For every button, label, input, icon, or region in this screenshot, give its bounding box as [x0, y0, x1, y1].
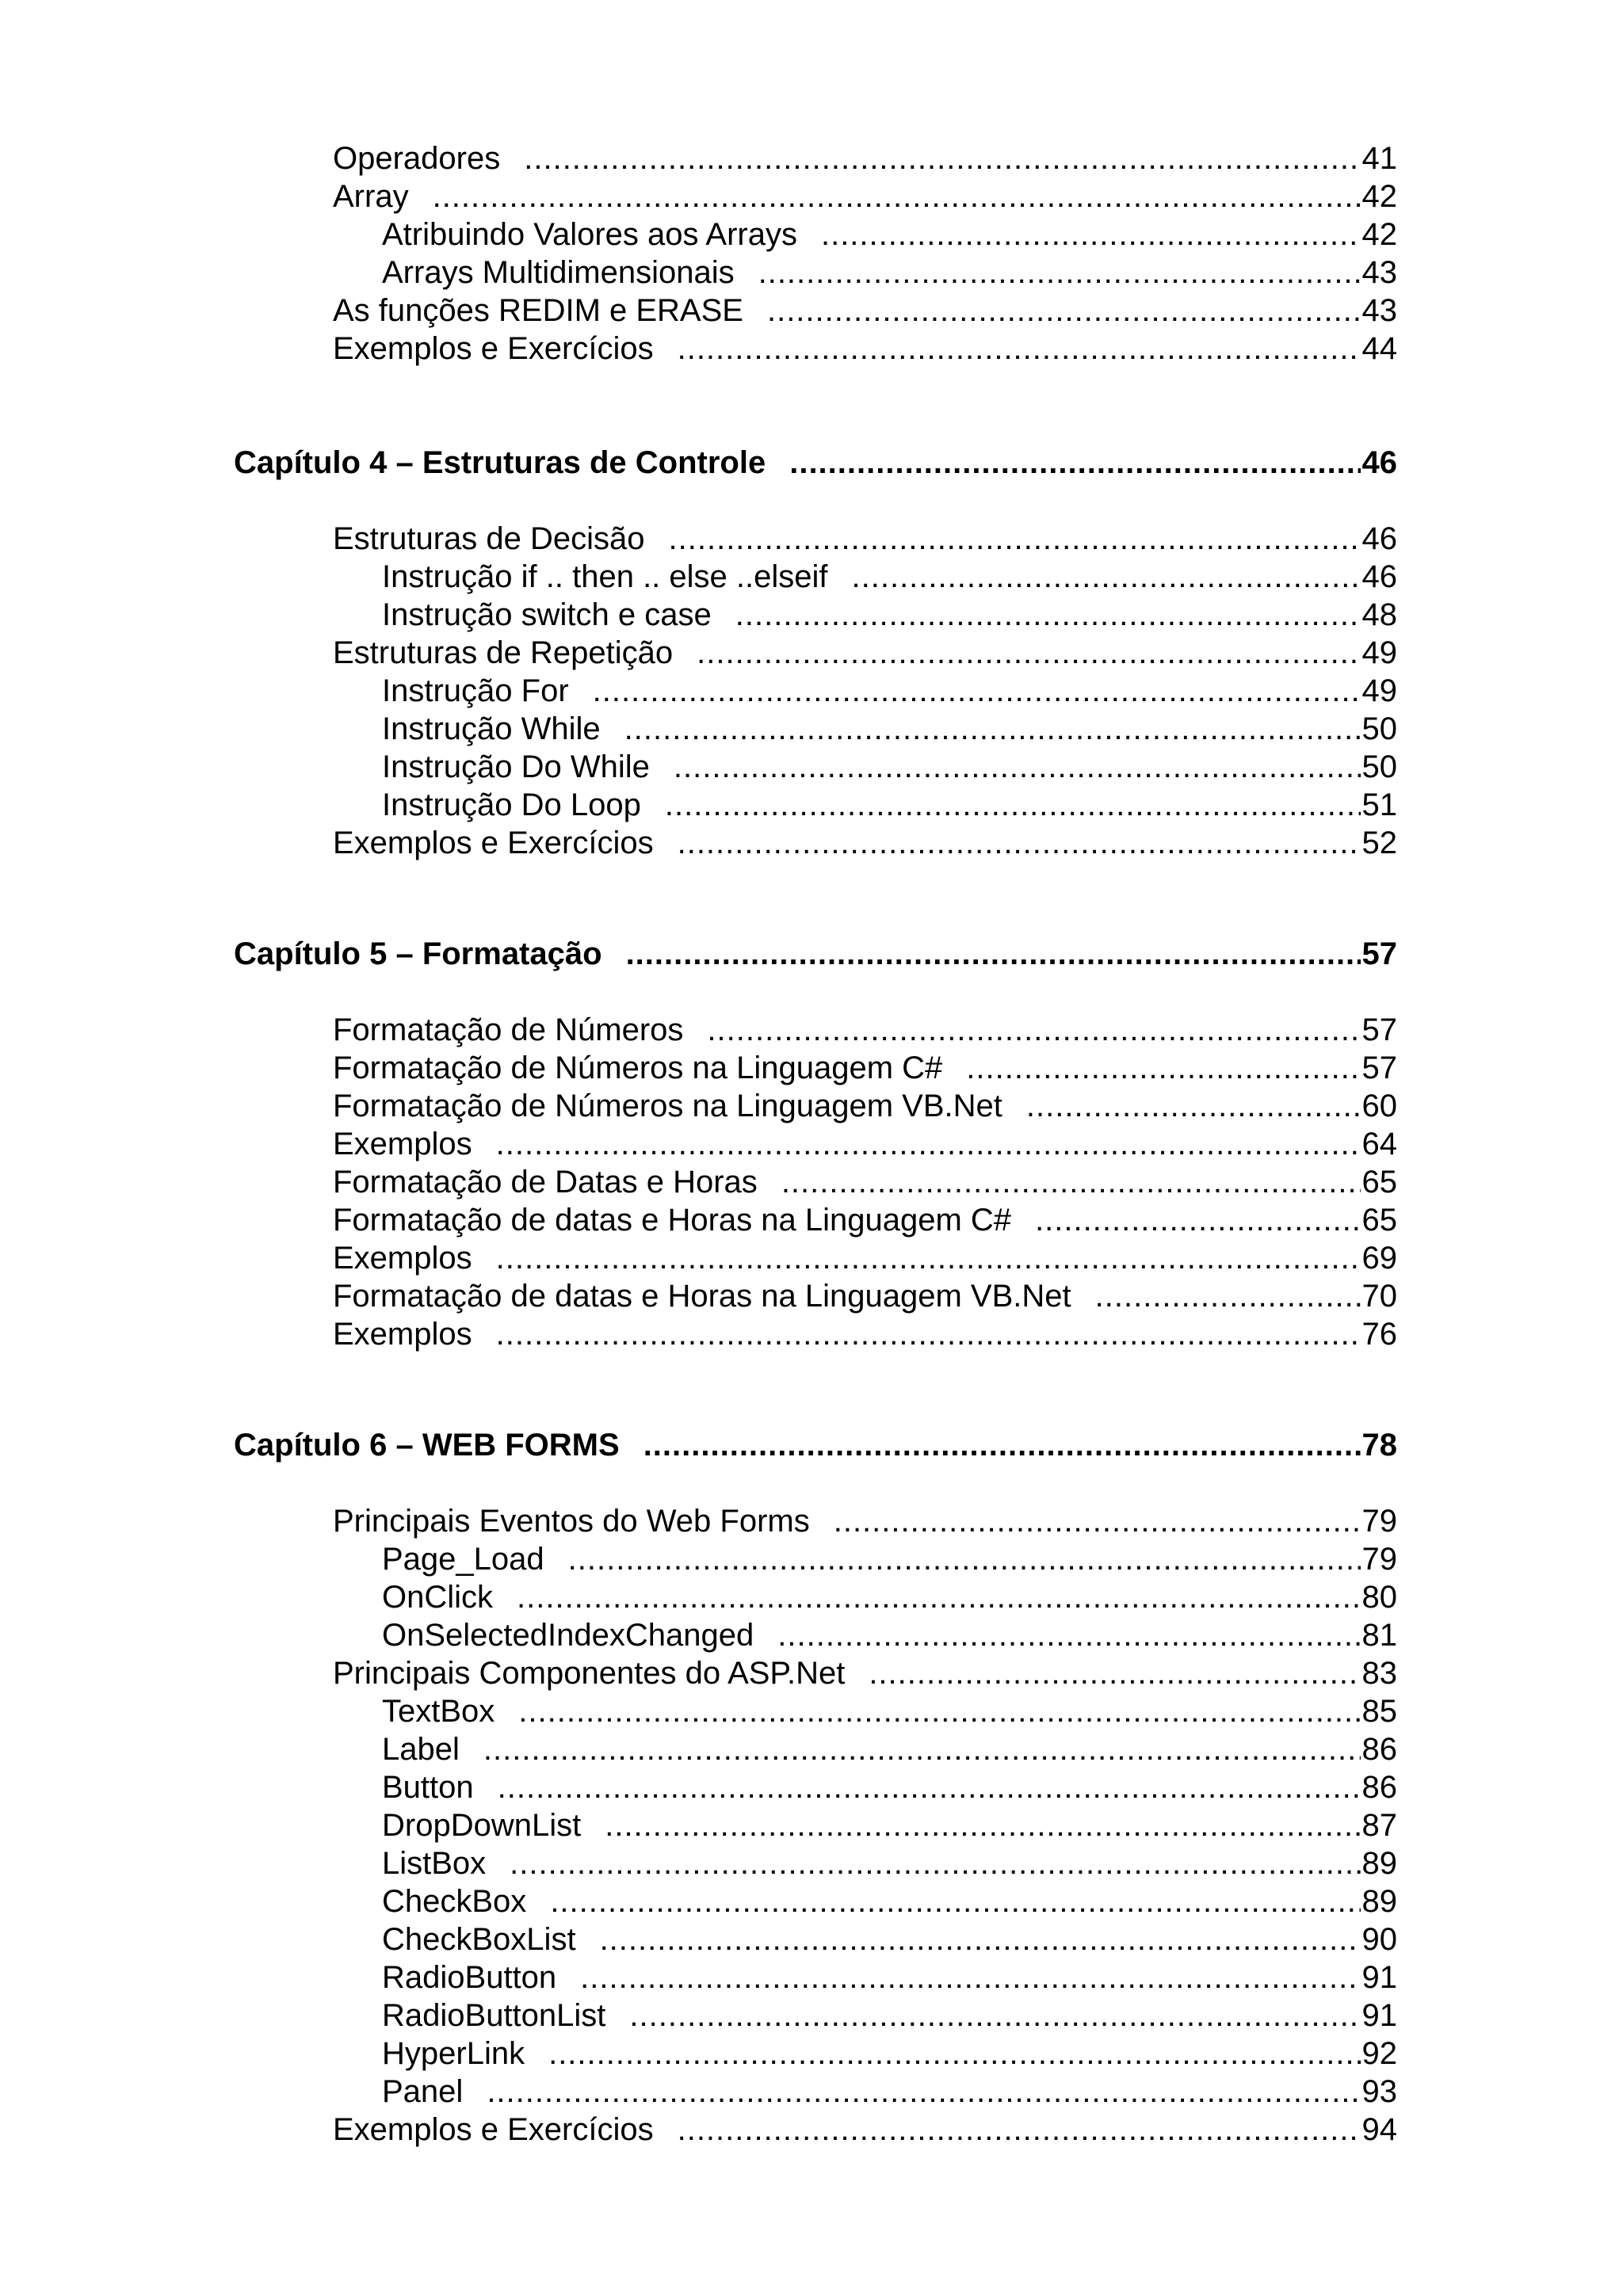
- toc-entry: [333, 1654, 1397, 1692]
- toc-entry-page: 43: [1361, 255, 1397, 290]
- toc-entry: [333, 1163, 1397, 1201]
- toc-entry-page: 50: [1361, 749, 1397, 784]
- toc-entry: [382, 710, 1397, 748]
- toc-entry: [333, 1277, 1397, 1315]
- dot-leader: [487, 2073, 1360, 2111]
- chapter-heading: [234, 1426, 1397, 1464]
- dot-leader: [707, 1011, 1360, 1049]
- toc-entry-page: 57: [1361, 1051, 1397, 1085]
- dot-leader: [869, 1654, 1360, 1692]
- toc-entry-page: 91: [1361, 1960, 1397, 1995]
- dot-leader: [600, 1920, 1361, 1958]
- toc-entry: [382, 1692, 1397, 1730]
- toc-entry-title: Label: [382, 1732, 460, 1767]
- toc-entry-title: RadioButtonList: [382, 1998, 606, 2033]
- toc-entry-page: 49: [1361, 635, 1397, 670]
- toc-entry-title: Exemplos: [333, 1317, 472, 1352]
- dot-leader: [789, 444, 1360, 482]
- toc-entry: [382, 2073, 1397, 2111]
- dot-leader: [834, 1502, 1361, 1540]
- chapter-page: 57: [1361, 936, 1397, 971]
- dot-leader: [767, 292, 1361, 330]
- toc-entry: [382, 1578, 1397, 1616]
- toc-entry-title: Operadores: [333, 141, 501, 176]
- toc-entry-page: 91: [1361, 1998, 1397, 2033]
- toc-entry-title: Exemplos: [333, 1127, 472, 1161]
- toc-entry-title: Principais Eventos do Web Forms: [333, 1504, 810, 1539]
- dot-leader: [510, 1844, 1360, 1882]
- dot-leader: [496, 1125, 1361, 1163]
- toc-entry-page: 46: [1361, 559, 1397, 594]
- toc-entry-title: Exemplos e Exercícios: [333, 826, 654, 860]
- toc-entry-page: 42: [1361, 217, 1397, 252]
- toc-entry: [382, 596, 1397, 634]
- toc-entry-page: 43: [1361, 293, 1397, 328]
- toc-entry-page: 94: [1361, 2112, 1397, 2147]
- dot-leader: [697, 634, 1360, 672]
- toc-entry: [333, 330, 1397, 368]
- dot-leader: [669, 520, 1361, 558]
- dot-leader: [735, 596, 1361, 634]
- toc-entry-page: 70: [1361, 1279, 1397, 1314]
- toc-entry-page: 85: [1361, 1694, 1397, 1729]
- toc-entry-title: Principais Componentes do ASP.Net: [333, 1656, 846, 1691]
- dot-leader: [626, 935, 1361, 973]
- toc-entry-page: 89: [1361, 1846, 1397, 1881]
- toc-entry-title: Instrução switch e case: [382, 597, 712, 632]
- toc-entry-title: Instrução Do While: [382, 749, 650, 784]
- toc-entry-page: 81: [1361, 1618, 1397, 1653]
- dot-leader: [524, 139, 1360, 177]
- dot-leader: [518, 1692, 1360, 1730]
- toc-entry-title: OnSelectedIndexChanged: [382, 1618, 754, 1653]
- toc-entry: [382, 254, 1397, 292]
- toc-entry: [333, 634, 1397, 672]
- toc-entry-title: Instrução For: [382, 673, 569, 708]
- toc-entry: [333, 1239, 1397, 1277]
- dot-leader: [624, 710, 1361, 748]
- dot-leader: [821, 215, 1361, 254]
- toc-entry-page: 69: [1361, 1241, 1397, 1276]
- chapter-title: Capítulo 5 – Formatação: [234, 936, 602, 971]
- toc-entry-title: ListBox: [382, 1846, 487, 1881]
- toc-entry-page: 65: [1361, 1203, 1397, 1238]
- chapter-heading: [234, 935, 1397, 973]
- dot-leader: [483, 1730, 1361, 1768]
- dot-leader: [777, 1616, 1360, 1654]
- toc-entry-page: 57: [1361, 1013, 1397, 1047]
- toc-entry: [333, 2111, 1397, 2149]
- dot-leader: [629, 1997, 1360, 2035]
- dot-leader: [498, 1768, 1361, 1806]
- toc-entry-page: 93: [1361, 2074, 1397, 2109]
- toc-entry: [333, 1049, 1397, 1087]
- toc-entry-page: 79: [1361, 1504, 1397, 1539]
- dot-leader: [496, 1315, 1361, 1353]
- dot-leader: [580, 1958, 1360, 1997]
- toc-entry: [382, 1616, 1397, 1654]
- toc-entry-page: 49: [1361, 673, 1397, 708]
- toc-entry: [382, 558, 1397, 596]
- toc-entry-title: Estruturas de Repetição: [333, 635, 674, 670]
- toc-entry-page: 83: [1361, 1656, 1397, 1691]
- toc-entry-page: 79: [1361, 1542, 1397, 1577]
- toc-entry-title: Instrução While: [382, 711, 601, 746]
- dot-leader: [605, 1806, 1360, 1844]
- dot-leader: [550, 1882, 1360, 1920]
- toc-entry-title: Formatação de Números: [333, 1013, 684, 1047]
- toc-entry-title: Panel: [382, 2074, 464, 2109]
- toc-entry-title: Formatação de Números na Linguagem C#: [333, 1051, 943, 1085]
- toc-entry-page: 86: [1361, 1732, 1397, 1767]
- toc-entry: [382, 672, 1397, 710]
- toc-entry-page: 48: [1361, 597, 1397, 632]
- dot-leader: [674, 748, 1361, 786]
- dot-leader: [678, 824, 1361, 862]
- toc-entry: [382, 215, 1397, 254]
- toc-entry: [382, 1540, 1397, 1578]
- toc-entry-title: RadioButton: [382, 1960, 557, 1995]
- toc-entry: [382, 1997, 1397, 2035]
- toc-entry-title: Formatação de Datas e Horas: [333, 1165, 758, 1199]
- toc-entry-title: Instrução Do Loop: [382, 788, 641, 822]
- toc-entry-title: Atribuindo Valores aos Arrays: [382, 217, 797, 252]
- toc-entry: [333, 177, 1397, 215]
- toc-entry-page: 80: [1361, 1580, 1397, 1615]
- dot-leader: [496, 1239, 1361, 1277]
- chapter-page: 46: [1361, 445, 1397, 480]
- toc-entry-title: Instrução if .. then .. else ..elseif: [382, 559, 828, 594]
- toc-entry: [333, 292, 1397, 330]
- chapter-title: Capítulo 6 – WEB FORMS: [234, 1428, 620, 1463]
- toc-entry: [382, 1806, 1397, 1844]
- toc-entry-title: Exemplos e Exercícios: [333, 331, 654, 366]
- toc-entry-title: Estruturas de Decisão: [333, 521, 645, 556]
- toc-entry: [333, 1315, 1397, 1353]
- toc-entry: [382, 1730, 1397, 1768]
- toc-entry-page: 42: [1361, 179, 1397, 214]
- dot-leader: [643, 1426, 1361, 1464]
- toc-entry-page: 60: [1361, 1089, 1397, 1123]
- toc-entry-title: Formatação de Números na Linguagem VB.Net: [333, 1089, 1002, 1123]
- toc-entry-title: Page_Load: [382, 1542, 544, 1577]
- toc-entry: [333, 1502, 1397, 1540]
- dot-leader: [678, 330, 1361, 368]
- toc-entry-title: Formatação de datas e Horas na Linguagem VB.Net: [333, 1279, 1071, 1314]
- toc-entry-title: Arrays Multidimensionais: [382, 255, 735, 290]
- toc-entry: [333, 1087, 1397, 1125]
- toc-entry-page: 92: [1361, 2036, 1397, 2071]
- dot-leader: [548, 2035, 1360, 2073]
- toc-entry-title: TextBox: [382, 1694, 495, 1729]
- toc-entry: [382, 748, 1397, 786]
- chapter-heading: [234, 444, 1397, 482]
- dot-leader: [593, 672, 1361, 710]
- toc-entry: [382, 1882, 1397, 1920]
- toc-entry-title: CheckBox: [382, 1884, 527, 1919]
- toc-entry-title: Exemplos e Exercícios: [333, 2112, 654, 2147]
- toc-entry: [382, 1920, 1397, 1958]
- toc-entry-title: Array: [333, 179, 409, 214]
- toc-entry-page: 64: [1361, 1127, 1397, 1161]
- toc-entry-title: OnClick: [382, 1580, 494, 1615]
- dot-leader: [665, 786, 1361, 824]
- toc-entry: [382, 1844, 1397, 1882]
- toc-entry: [333, 139, 1397, 177]
- toc-entry-page: 41: [1361, 141, 1397, 176]
- toc-entry-title: HyperLink: [382, 2036, 525, 2071]
- toc-entry-page: 76: [1361, 1317, 1397, 1352]
- toc-entry-page: 86: [1361, 1770, 1397, 1805]
- toc-entry: [382, 786, 1397, 824]
- dot-leader: [433, 177, 1361, 215]
- toc-entry-title: Button: [382, 1770, 474, 1805]
- chapter-title: Capítulo 4 – Estruturas de Controle: [234, 445, 766, 480]
- dot-leader: [678, 2111, 1361, 2149]
- dot-leader: [781, 1163, 1361, 1201]
- toc-entry-page: 87: [1361, 1808, 1397, 1843]
- chapter-page: 78: [1361, 1428, 1397, 1463]
- toc-entry-page: 90: [1361, 1922, 1397, 1957]
- toc-entry-page: 51: [1361, 788, 1397, 822]
- toc-entry: [333, 1011, 1397, 1049]
- toc-entry-page: 52: [1361, 826, 1397, 860]
- dot-leader: [517, 1578, 1360, 1616]
- dot-leader: [852, 558, 1361, 596]
- toc-entry: [382, 1768, 1397, 1806]
- toc-entry: [333, 824, 1397, 862]
- toc-entry-page: 44: [1361, 331, 1397, 366]
- dot-leader: [758, 254, 1361, 292]
- toc-entry-title: DropDownList: [382, 1808, 582, 1843]
- toc-entry-title: As funções REDIM e ERASE: [333, 293, 743, 328]
- toc-entry: [333, 1201, 1397, 1239]
- toc-entry-title: Exemplos: [333, 1241, 472, 1276]
- toc-entry-page: 46: [1361, 521, 1397, 556]
- toc-entry-title: CheckBoxList: [382, 1922, 576, 1957]
- toc-entry: [382, 1958, 1397, 1997]
- toc-entry-page: 89: [1361, 1884, 1397, 1919]
- toc-entry-title: Formatação de datas e Horas na Linguagem C#: [333, 1203, 1012, 1238]
- dot-leader: [966, 1049, 1360, 1087]
- dot-leader: [1026, 1087, 1361, 1125]
- toc-entry: [333, 520, 1397, 558]
- toc-entry-page: 50: [1361, 711, 1397, 746]
- toc-entry: [382, 2035, 1397, 2073]
- dot-leader: [1095, 1277, 1361, 1315]
- toc-entry-page: 65: [1361, 1165, 1397, 1199]
- dot-leader: [1035, 1201, 1360, 1239]
- toc-entry: [333, 1125, 1397, 1163]
- dot-leader: [568, 1540, 1361, 1578]
